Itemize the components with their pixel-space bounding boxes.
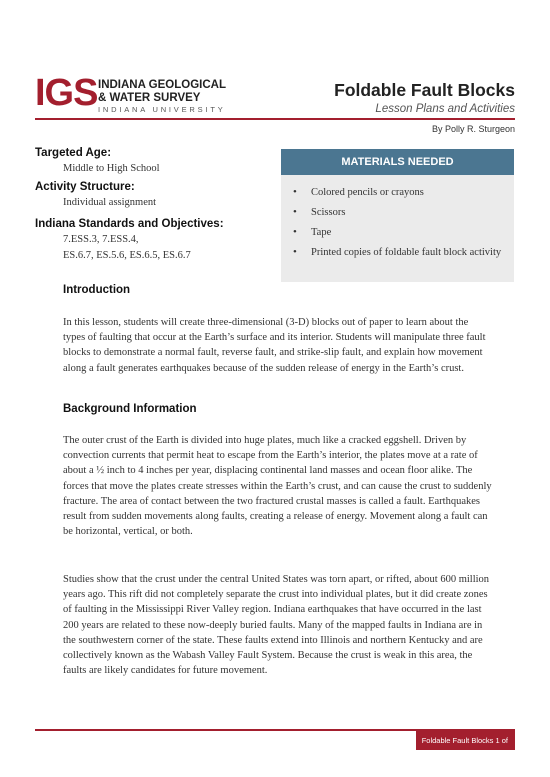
targeted-age-label: Targeted Age: bbox=[35, 147, 112, 159]
footer-page-label: Foldable Fault Blocks 1 of 5 bbox=[421, 736, 508, 764]
header-rule bbox=[35, 118, 515, 120]
background-paragraph-1: The outer crust of the Earth is divided into huge plates, much like a cracked eggshell. Driven by convection currents that permit heat to escape from the Earth’s interior, the plates move at a rate of about a ½ inch to 4 inches per year, displacing continental land masses and ocean floor alike. The forces that move the plates create stresses within the Earth’s crust, and can cause the crust to suddenly fracture. The area of contact between the two fractured crustal masses is called a fault. Earthquakes result from sudden movements along faults, creating a release of energy. Movement along a fault can be horizontal, vertical, or both. bbox=[63, 435, 492, 538]
materials-item: • Colored pencils or crayons bbox=[291, 186, 506, 199]
materials-item: • Tape bbox=[291, 226, 506, 239]
document-title: Foldable Fault Blocks bbox=[334, 80, 515, 100]
org-line-3: INDIANA UNIVERSITY bbox=[98, 105, 226, 114]
introduction-text: In this lesson, students will create three-dimensional (3-D) blocks out of paper to learn about the types of faulting that occur at the Earth’s surface and its interior. Students will manipulate three fault blocks to demonstrate a normal fault, reverse fault, and strike-slip fault, and explain how movement along a fault generates earthquakes because of the sudden release of energy in the Earth’s crust. bbox=[63, 317, 486, 374]
background-heading: Background Information bbox=[63, 403, 197, 415]
introduction-heading: Introduction bbox=[63, 284, 131, 296]
background-paragraph-2: Studies show that the crust under the central United States was torn apart, or rifted, about 600 million years ago. This rift did not completely separate the crust into individual plates, but it did create zones of faulting in the Mississippi River Valley region. Indiana earthquakes that have occurred in the last 200 years are related to these now-deeply buried faults. Many of the mapped faults in Indiana are in the southwestern corner of the state. These faults extend into Illinois and northern Kentucky and are collectively known as the Wabash Valley Fault System. Because the crust is weak in this area, the faults are likely candidates for future movement. bbox=[63, 574, 490, 677]
logo-igs: IGS bbox=[35, 72, 98, 114]
org-line-1: INDIANA GEOLOGICAL bbox=[98, 79, 226, 91]
standards-label: Indiana Standards and Objectives: bbox=[35, 218, 224, 230]
targeted-age-value: Middle to High School bbox=[63, 163, 160, 174]
author-byline: By Polly R. Sturgeon bbox=[431, 124, 515, 134]
activity-structure-label: Activity Structure: bbox=[35, 181, 135, 193]
activity-structure-value: Individual assignment bbox=[63, 197, 157, 208]
org-name-block bbox=[98, 79, 226, 115]
materials-list bbox=[291, 186, 506, 266]
document-subtitle: Lesson Plans and Activities bbox=[375, 103, 515, 115]
standards-line-1: 7.ESS.3, 7.ESS.4, bbox=[63, 234, 139, 245]
materials-item: • Printed copies of foldable fault block activity bbox=[291, 246, 506, 259]
materials-heading: MATERIALS NEEDED bbox=[281, 149, 514, 175]
org-line-2: & WATER SURVEY bbox=[98, 92, 201, 104]
standards-line-2: ES.6.7, ES.5.6, ES.6.5, ES.6.7 bbox=[63, 250, 191, 261]
materials-item: • Scissors bbox=[291, 206, 506, 219]
